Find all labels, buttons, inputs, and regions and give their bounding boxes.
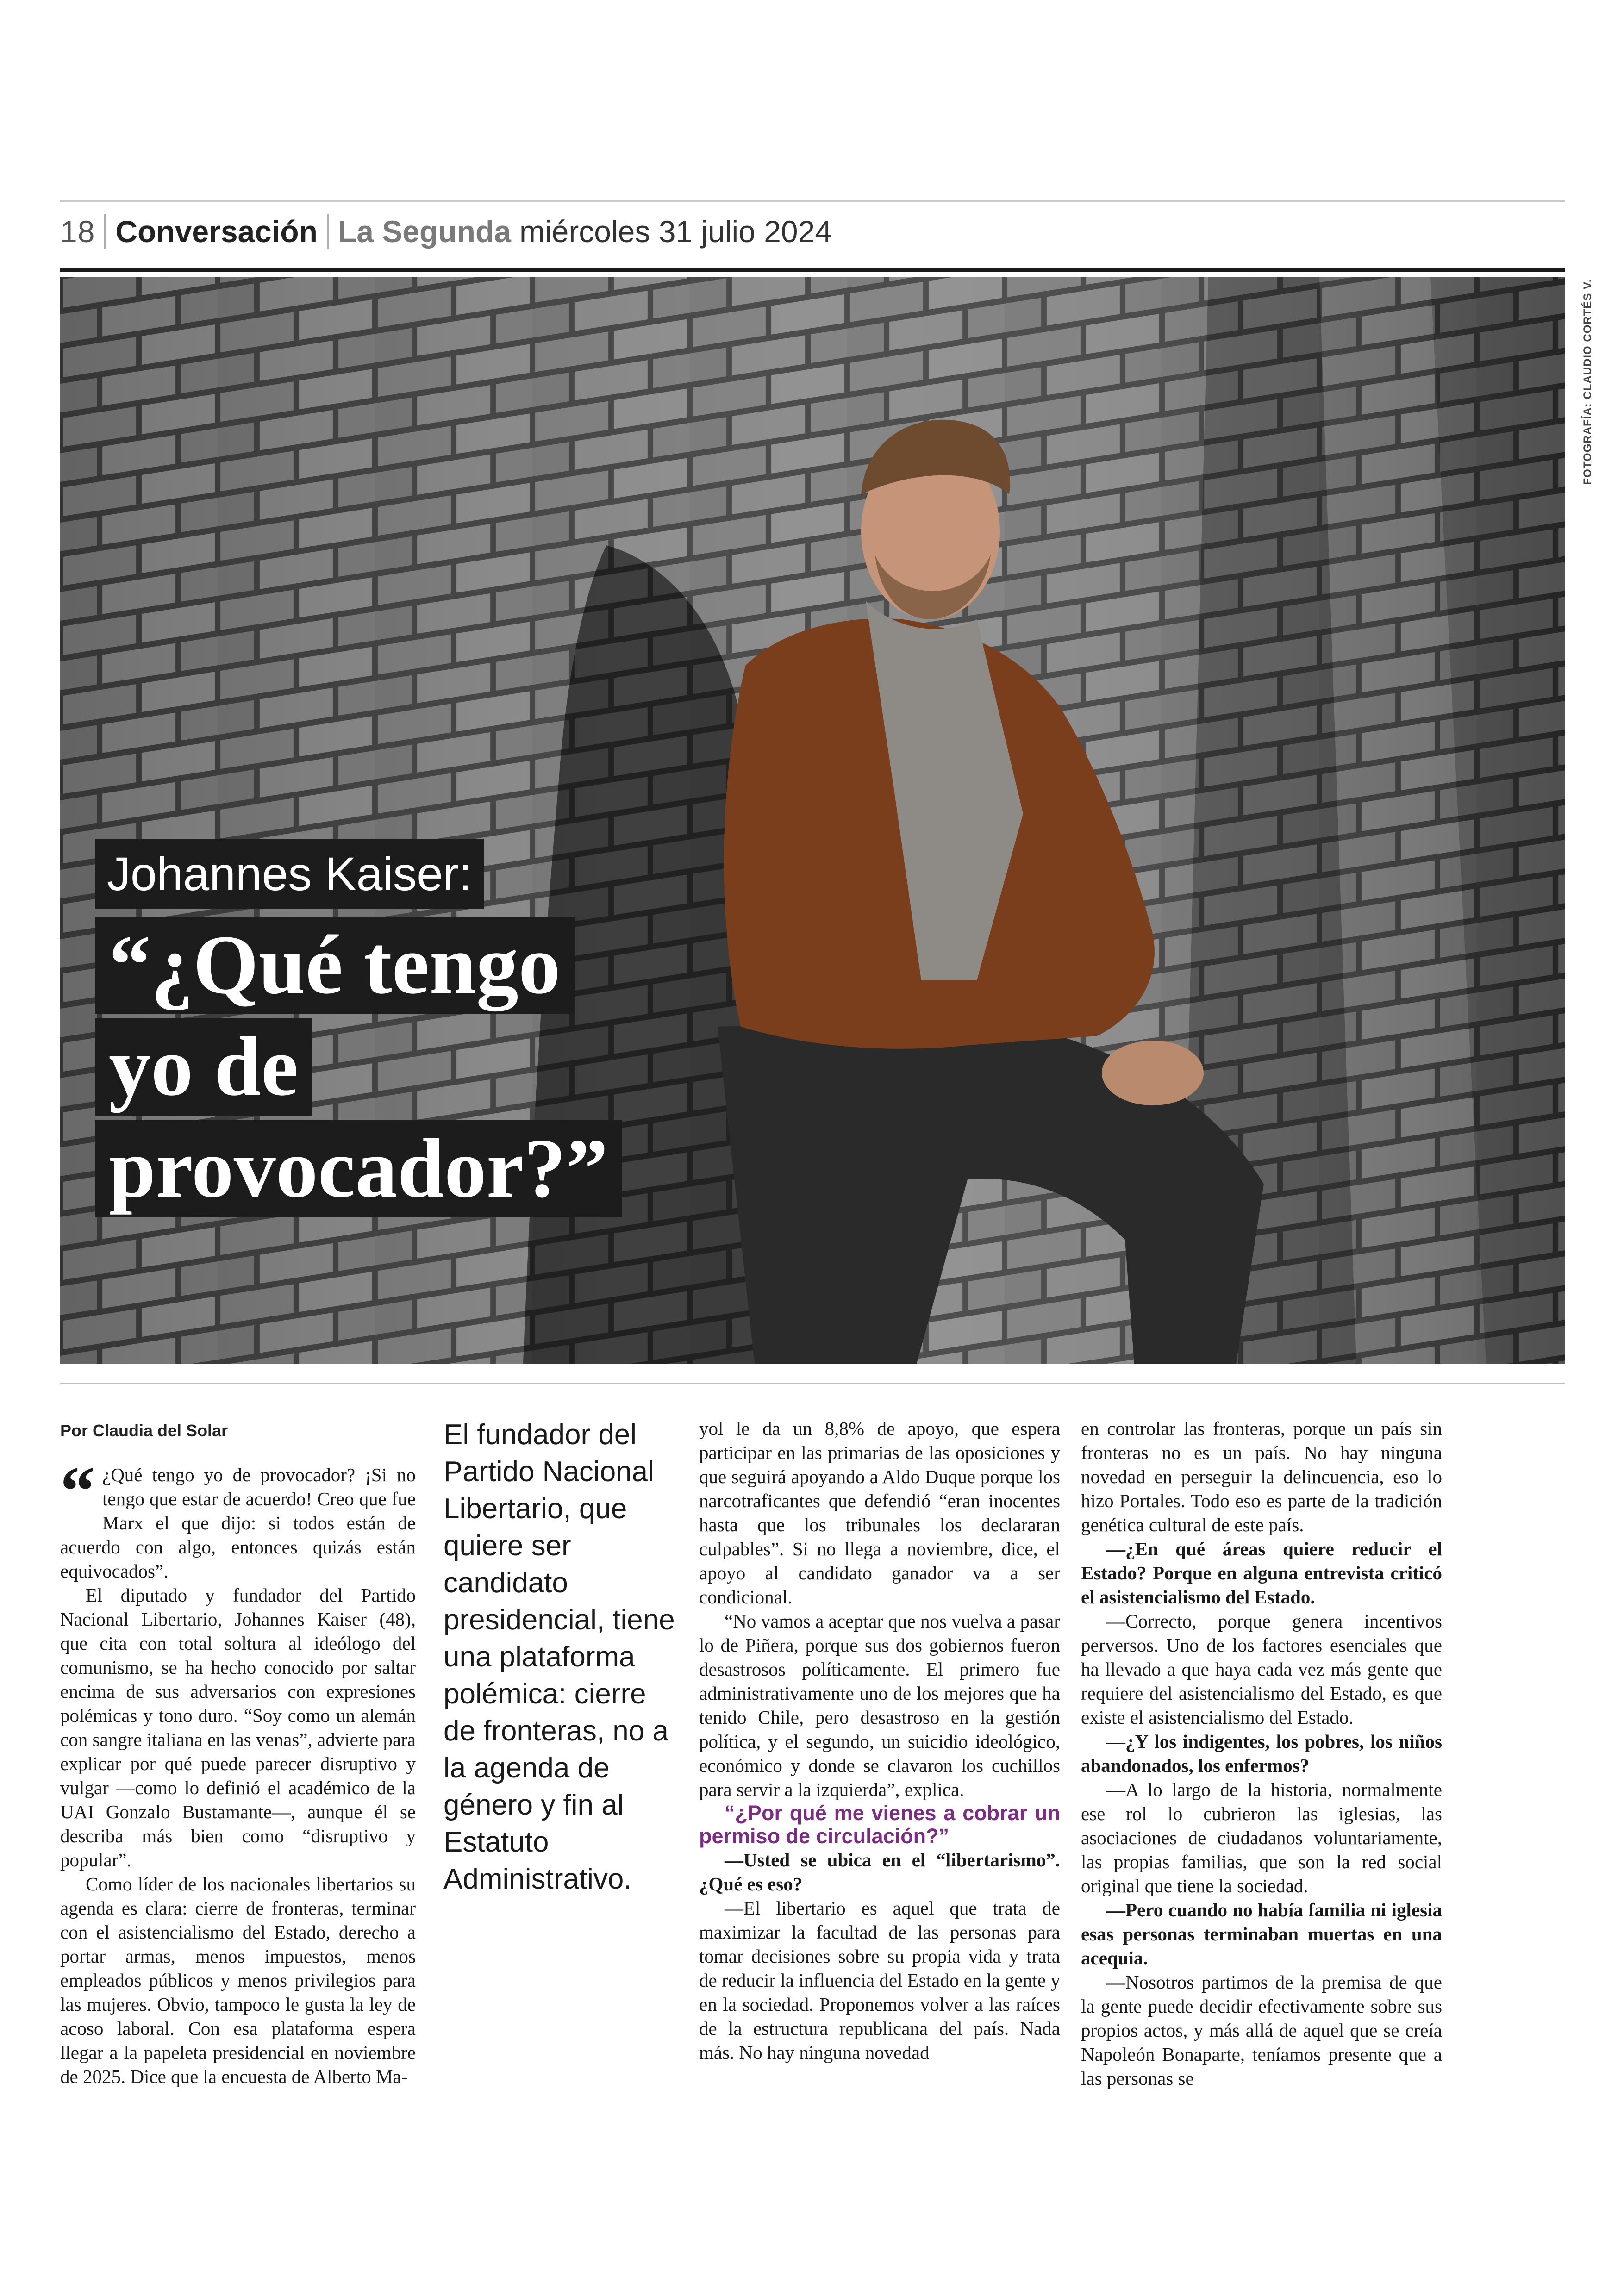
- header-separator: [327, 214, 329, 249]
- newspaper-name: La Segunda: [337, 214, 511, 249]
- article-column-3: [699, 1416, 1060, 2064]
- article-subhead: “¿Por qué me vienes a cobrar un permiso de circulación?”: [699, 1801, 1060, 1848]
- header-separator: [104, 214, 106, 249]
- interview-question: —¿En qué áreas quiere reducir el Estado? Porque en alguna entrevista criticó el asistencialismo del Estado.: [1081, 1538, 1442, 1608]
- paragraph: “ ¿Qué tengo yo de provocador? ¡Si no tengo que estar de acuerdo! Creo que fue Marx el que dijo: si todos están de acuerdo con algo, entonces quizás están equivocados”.: [60, 1453, 416, 1582]
- headline-line-3: provocador?”: [95, 1120, 622, 1217]
- headline-line-1: “¿Qué tengo: [95, 917, 575, 1014]
- headline-kicker: Johannes Kaiser:: [107, 847, 472, 900]
- paragraph: “No vamos a aceptar que nos vuelva a pasar lo de Piñera, porque sus dos gobiernos fueron desastrosos políticamente. El primero fue administrativamente uno de los mejores que ha tenido Chile, pero desastroso en la gestión política, y el segundo, un suicidio ideológico, económico y donde se clavaron los cuchillos para servir a la izquierda”, explica.: [699, 1610, 1060, 1800]
- top-rule: [60, 200, 1565, 202]
- page-number: 18: [60, 214, 95, 249]
- paragraph: yol le da un 8,8% de apoyo, que espera participar en las primarias de las oposiciones y que seguirá apoyando a Aldo Duque porque los narcotraficantes que defendió “eran inocentes hasta que los tribunales los declararan culpables”. Si no llega a noviembre, dice, el apoyo al candidato ganador va a ser condicional.: [699, 1418, 1060, 1608]
- article-column-1: [60, 1453, 416, 2089]
- section-rule: [60, 1383, 1565, 1384]
- page-header: [60, 211, 832, 252]
- interview-answer: —Correcto, porque genera incentivos perversos. Uno de los factores esenciales que ha llevado a que haya cada vez más gente que requiere del asistencialismo del Estado, es que existe el asistencialismo del Estado.: [1081, 1610, 1442, 1728]
- interview-question: —Pero cuando no había familia ni iglesia esas personas terminaban muertas en una acequia.: [1081, 1899, 1442, 1969]
- paragraph: en controlar las fronteras, porque un país sin fronteras no es un país. No hay ninguna novedad en perseguir la delincuencia, eso lo hizo Portales. Todo eso es parte de la tradición genética cultural de este país.: [1081, 1418, 1442, 1535]
- interview-question: —Usted se ubica en el “libertarismo”. ¿Qué es eso?: [699, 1849, 1060, 1895]
- photo-credit: FOTOGRAFÍA: CLAUDIO CORTÉS V.: [1581, 279, 1594, 485]
- interview-answer: —El libertario es aquel que trata de maximizar la facultad de las personas para tomar decisiones sobre su propia vida y trata de reducir la influencia del Estado en la gente y en la sociedad. Proponemos volver a las raíces de la estructura republicana del país. Nada más. No hay ninguna novedad: [699, 1897, 1060, 2063]
- quote-mark-icon: “: [60, 1453, 95, 1529]
- article-column-4: [1081, 1416, 1442, 2090]
- issue-date: miércoles 31 julio 2024: [519, 214, 832, 249]
- headline-kicker-box: [95, 839, 484, 909]
- interview-question: —¿Y los indigentes, los pobres, los niños abandonados, los enfermos?: [1081, 1731, 1442, 1776]
- interview-answer: —Nosotros partimos de la premisa de que la gente puede decidir efectivamente sobre sus propios actos, y más allá de aquel que se creía Napoleón Bonaparte, teníamos presente que a las personas se: [1081, 1971, 1442, 2089]
- article-lead: El fundador del Partido Nacional Libertario, que quiere ser candidato presidencial, tiene una plataforma polémica: cierre de fronteras, no a la agenda de género y fin al Estatuto Administrativo.: [443, 1419, 675, 1895]
- headline-line-2: yo de: [95, 1018, 312, 1116]
- paragraph: El diputado y fundador del Partido Nacional Libertario, Johannes Kaiser (48), que cita con total soltura al ideólogo del comunismo, se ha hecho conocido por saltar encima de sus adversarios con expresiones polémicas y tono duro. “Soy como un alemán con sangre italiana en las venas”, advierte para explicar por qué puede parecer disruptivo y vulgar —como lo definió el académico de la UAI Gonzalo Bustamante—, aunque él se describa más bien como “disruptivo y popular”.: [60, 1584, 416, 1871]
- header-rule: [60, 268, 1565, 272]
- byline: Por Claudia del Solar: [60, 1421, 228, 1440]
- section-name: Conversación: [115, 214, 318, 249]
- interview-answer: —A lo largo de la historia, normalmente ese rol lo cubrieron las iglesias, las asociaciones de ciudadanos voluntariamente, las propias familias, que son la red social original que tiene la sociedad.: [1081, 1779, 1442, 1896]
- paragraph: Como líder de los nacionales libertarios su agenda es clara: cierre de fronteras, terminar con el asistencialismo del Estado, derecho a portar armas, menos impuestos, menos empleados públicos y menos privilegios para las mujeres. Obvio, tampoco le gusta la ley de acoso laboral. Con esa plataforma espera llegar a la papeleta presidencial en noviembre de 2025. Dice que la encuesta de Alberto Ma-: [60, 1873, 416, 2087]
